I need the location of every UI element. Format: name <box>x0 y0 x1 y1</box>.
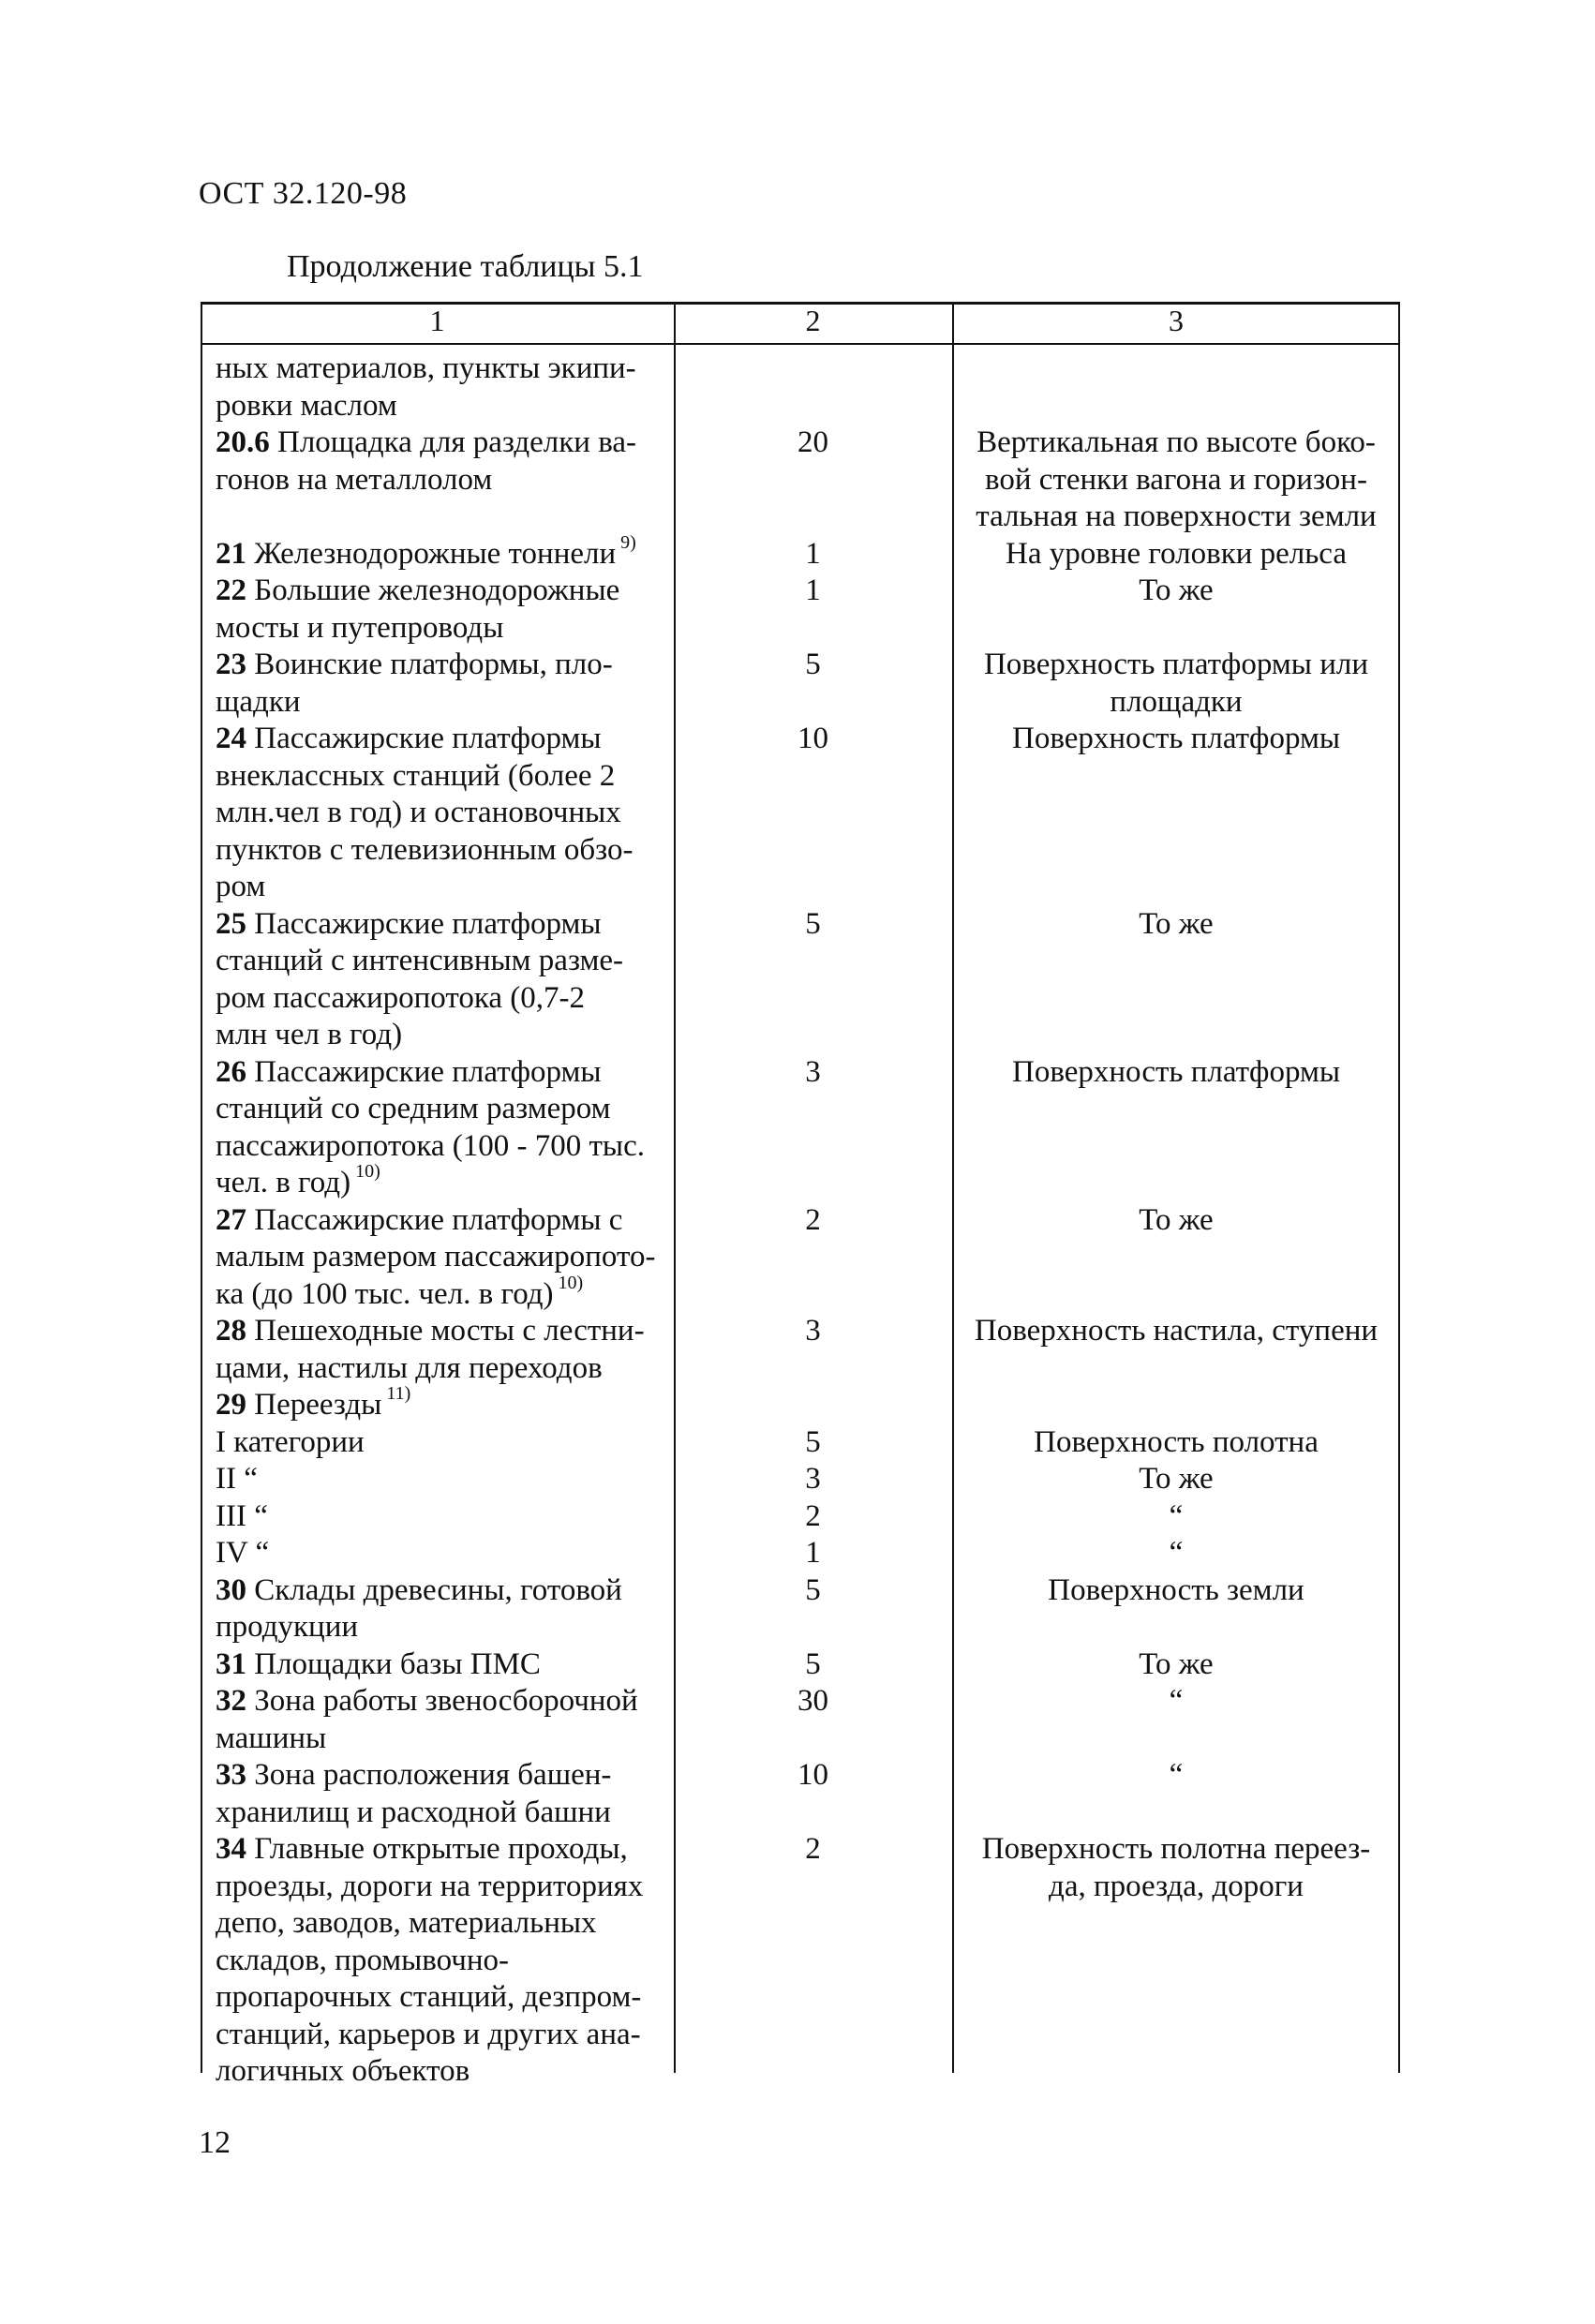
item-name-cell <box>201 1831 674 2091</box>
measurement-plane-cell <box>952 1831 1400 2091</box>
table-caption: Продолжение таблицы 5.1 <box>287 249 644 284</box>
item-number: 32 <box>216 1684 255 1718</box>
illuminance-value: 5 <box>805 648 821 681</box>
item-number: 29 <box>216 1388 255 1422</box>
measurement-plane-line: То же <box>1139 1646 1214 1681</box>
item-name-line: 32 Зона работы звеносборочной <box>216 1684 638 1718</box>
illuminance-value: 5 <box>805 1424 821 1459</box>
item-name-line: 29 Переезды $^{11)}$ <box>216 1383 411 1422</box>
item-name-cell <box>201 425 674 536</box>
table-row <box>201 1461 1400 1498</box>
item-name-cell <box>201 1054 674 1202</box>
item-name-line: III “ <box>216 1498 268 1533</box>
measurement-plane-cell <box>952 1313 1400 1387</box>
item-number: 30 <box>216 1572 255 1607</box>
measurement-plane-line: Поверхность земли <box>1048 1572 1304 1607</box>
table-row <box>201 1202 1400 1314</box>
item-number: 25 <box>216 906 255 941</box>
measurement-plane-cell <box>952 721 1400 906</box>
item-name-line: ных материалов, пункты экипи- <box>216 351 636 385</box>
item-number: 24 <box>216 722 255 755</box>
column-header: 2 <box>805 304 821 337</box>
item-name-line: хранилищ и расходной башни <box>216 1795 611 1829</box>
item-name-line: внеклассных станций (более 2 <box>216 758 616 793</box>
item-name-line: пассажиропотока (100 - 700 тыс. <box>216 1128 645 1163</box>
item-number: 31 <box>216 1646 255 1681</box>
table-row <box>201 1757 1400 1831</box>
item-name-line: 28 Пешеходные мосты с лестни- <box>216 1314 645 1348</box>
measurement-plane-line: “ <box>1169 1684 1184 1718</box>
page-number: 12 <box>199 2125 231 2160</box>
item-number: 22 <box>216 574 255 607</box>
item-name-line: логичных объектов <box>216 2054 470 2088</box>
measurement-plane-line: Поверхность платформы <box>1012 722 1340 755</box>
measurement-plane-line: Поверхность настила, ступени <box>974 1314 1379 1348</box>
illuminance-value: 1 <box>805 574 821 607</box>
item-name-line: IV “ <box>216 1536 270 1570</box>
item-name-cell <box>201 1683 674 1757</box>
item-number: 21 <box>216 536 255 571</box>
item-name-line: 20.6 Площадка для разделки ва- <box>216 425 636 459</box>
item-name-line: ром <box>216 870 266 903</box>
footnote-ref: 10) <box>350 1161 380 1182</box>
header-bottom-border <box>201 343 1400 345</box>
document-code: ОСТ 32.120-98 <box>199 176 408 211</box>
item-name-cell <box>201 1498 674 1536</box>
item-name-cell <box>201 1757 674 1831</box>
measurement-plane-line: да, проезда, дороги <box>1049 1869 1304 1903</box>
table-row <box>201 1054 1400 1202</box>
table-row <box>201 1313 1400 1387</box>
illuminance-value: 2 <box>805 1832 821 1866</box>
table-row <box>201 1572 1400 1646</box>
table-body <box>201 350 1400 2091</box>
item-number: 23 <box>216 648 255 681</box>
item-name-cell <box>201 1202 674 1314</box>
illuminance-value: 3 <box>805 1462 821 1496</box>
illuminance-value: 3 <box>805 1314 821 1348</box>
item-name-line: II “ <box>216 1462 258 1496</box>
illuminance-value: 1 <box>805 536 821 571</box>
illuminance-value: 5 <box>805 906 821 941</box>
illuminance-value: 10 <box>798 1758 828 1792</box>
measurement-plane-line: То же <box>1139 1462 1214 1496</box>
illuminance-value: 10 <box>798 722 828 755</box>
table-row <box>201 1424 1400 1462</box>
item-name-line: депо, заводов, материальных <box>216 1906 597 1940</box>
item-name-line: 33 Зона расположения башен- <box>216 1758 612 1792</box>
item-name-line: 23 Воинские платформы, пло- <box>216 648 613 681</box>
item-name-cell <box>201 573 674 647</box>
item-number: 33 <box>216 1758 255 1792</box>
measurement-plane-cell <box>952 1461 1400 1498</box>
item-name-line: 24 Пассажирские платформы <box>216 722 602 755</box>
item-name-line: цами, настилы для переходов <box>216 1350 603 1385</box>
illuminance-value: 2 <box>805 1498 821 1533</box>
item-name-line: ром пассажиропотока (0,7-2 <box>216 980 585 1015</box>
table-row <box>201 1498 1400 1536</box>
item-name-cell <box>201 1461 674 1498</box>
measurement-plane-cell <box>952 536 1400 574</box>
item-name-line: ровки маслом <box>216 388 397 423</box>
illuminance-value <box>674 350 952 425</box>
measurement-plane-line: “ <box>1169 1498 1184 1533</box>
footnote-ref: 9) <box>616 531 636 553</box>
measurement-plane-line: Поверхность платформы или <box>983 648 1369 681</box>
footnote-ref: 10) <box>553 1272 584 1293</box>
item-name-line: пропарочных станций, дезпром- <box>216 1980 642 2014</box>
item-name-line: гонов на металлолом <box>216 462 493 497</box>
measurement-plane-cell <box>952 1572 1400 1646</box>
item-name-line: чел. в год) $^{10)}$ <box>216 1161 380 1199</box>
measurement-plane-line: площадки <box>1110 684 1243 719</box>
item-name-cell <box>201 531 674 574</box>
item-name-line: млн.чел в год) и остановочных <box>216 796 621 829</box>
item-name-line: щадки <box>216 684 301 719</box>
measurement-plane-cell <box>952 1202 1400 1314</box>
item-name-line: станций со средним размером <box>216 1092 611 1125</box>
table-row <box>201 1831 1400 2091</box>
measurement-plane-line: Поверхность платформы <box>1012 1054 1340 1089</box>
item-name-cell <box>201 1424 674 1462</box>
item-name-line: продукции <box>216 1610 359 1644</box>
column-header: 1 <box>429 304 445 337</box>
item-name-cell <box>201 350 674 425</box>
item-name-cell <box>201 906 674 1054</box>
item-name-cell <box>201 1535 674 1572</box>
footnote-ref: 11) <box>381 1383 411 1404</box>
measurement-plane-line: То же <box>1139 574 1214 607</box>
item-number: 27 <box>216 1202 255 1237</box>
measurement-plane-cell <box>952 1054 1400 1202</box>
item-name-cell <box>201 647 674 721</box>
item-number: 26 <box>216 1054 255 1089</box>
table-header-row <box>201 302 1400 343</box>
measurement-plane-line: Поверхность полотна переез- <box>981 1832 1371 1866</box>
measurement-plane-line: Вертикальная по высоте боко- <box>976 425 1376 459</box>
measurement-plane-line: вой стенки вагона и горизон- <box>985 462 1367 497</box>
item-name-cell <box>201 1572 674 1646</box>
table-row <box>201 647 1400 721</box>
item-name-line: станций с интенсивным разме- <box>216 944 624 977</box>
measurement-plane-cell <box>952 1387 1400 1424</box>
table-row <box>201 573 1400 647</box>
measurement-plane-line: Поверхность полотна <box>1034 1424 1319 1459</box>
measurement-plane-cell <box>952 1535 1400 1572</box>
measurement-plane-line: тальная на поверхности земли <box>976 499 1377 533</box>
table-row <box>201 425 1400 536</box>
item-name-line: пунктов с телевизионным обзо- <box>216 832 634 867</box>
item-name-line: станций, карьеров и других ана- <box>216 2017 641 2051</box>
table-row <box>201 350 1400 425</box>
item-name-line: 26 Пассажирские платформы <box>216 1054 602 1089</box>
measurement-plane-cell <box>952 1757 1400 1831</box>
column-header: 3 <box>1169 304 1184 337</box>
table-row <box>201 1683 1400 1757</box>
item-name-line: проезды, дороги на территориях <box>216 1869 644 1903</box>
measurement-plane-line: То же <box>1139 1202 1214 1237</box>
measurement-plane-line: “ <box>1169 1758 1184 1792</box>
item-name-line: мосты и путепроводы <box>216 610 504 645</box>
item-name-line: I категории <box>216 1424 365 1459</box>
measurement-plane-line: “ <box>1169 1536 1184 1570</box>
measurement-plane-cell <box>952 1646 1400 1684</box>
item-name-line: 31 Площадки базы ПМС <box>216 1646 541 1681</box>
measurement-plane-cell <box>952 425 1400 536</box>
measurement-plane-cell <box>952 1498 1400 1536</box>
illuminance-value: 30 <box>798 1684 828 1718</box>
measurement-plane-cell <box>952 647 1400 721</box>
measurement-plane-cell <box>952 350 1400 425</box>
item-name-line: 25 Пассажирские платформы <box>216 906 602 941</box>
item-name-line: млн чел в год) <box>216 1018 403 1051</box>
item-name-line: 27 Пассажирские платформы с <box>216 1202 623 1237</box>
measurement-plane-cell <box>952 1424 1400 1462</box>
measurement-plane-cell <box>952 1683 1400 1757</box>
table-row <box>201 1535 1400 1572</box>
item-name-cell <box>201 1646 674 1684</box>
illuminance-value <box>674 1387 952 1424</box>
table-row <box>201 1646 1400 1684</box>
item-name-line: машины <box>216 1721 327 1755</box>
item-name-line: 22 Большие железнодорожные <box>216 574 620 607</box>
item-name-line: ка (до 100 тыс. чел. в год) $^{10)}$ <box>216 1272 584 1311</box>
item-number: 34 <box>216 1832 255 1866</box>
illumination-table <box>201 302 1400 2088</box>
measurement-plane-line: На уровне головки рельса <box>1006 536 1347 571</box>
item-name-line: малым размером пассажиропото- <box>216 1240 656 1274</box>
item-name-cell <box>201 721 674 906</box>
item-name-cell <box>201 1383 674 1424</box>
item-number: 28 <box>216 1314 255 1348</box>
item-name-line: 21 Железнодорожные тоннели $^{9)}$ <box>216 531 636 571</box>
item-name-line: 34 Главные открытые проходы, <box>216 1832 628 1866</box>
illuminance-value: 1 <box>805 1536 821 1570</box>
item-name-line: 30 Склады древесины, готовой <box>216 1572 622 1607</box>
item-number: 20.6 <box>216 425 277 459</box>
measurement-plane-cell <box>952 573 1400 647</box>
item-name-line: складов, промывочно- <box>216 1943 510 1977</box>
illuminance-value: 20 <box>798 425 828 459</box>
measurement-plane-line: То же <box>1139 906 1214 941</box>
table-row <box>201 721 1400 906</box>
illuminance-value: 5 <box>805 1646 821 1681</box>
table-row <box>201 531 1400 574</box>
item-name-line <box>216 499 674 536</box>
measurement-plane-cell <box>952 906 1400 1054</box>
illuminance-value: 5 <box>805 1572 821 1607</box>
illuminance-value: 2 <box>805 1202 821 1237</box>
item-name-cell <box>201 1313 674 1387</box>
table-row <box>201 1383 1400 1424</box>
table-row <box>201 906 1400 1054</box>
illuminance-value: 3 <box>805 1054 821 1089</box>
